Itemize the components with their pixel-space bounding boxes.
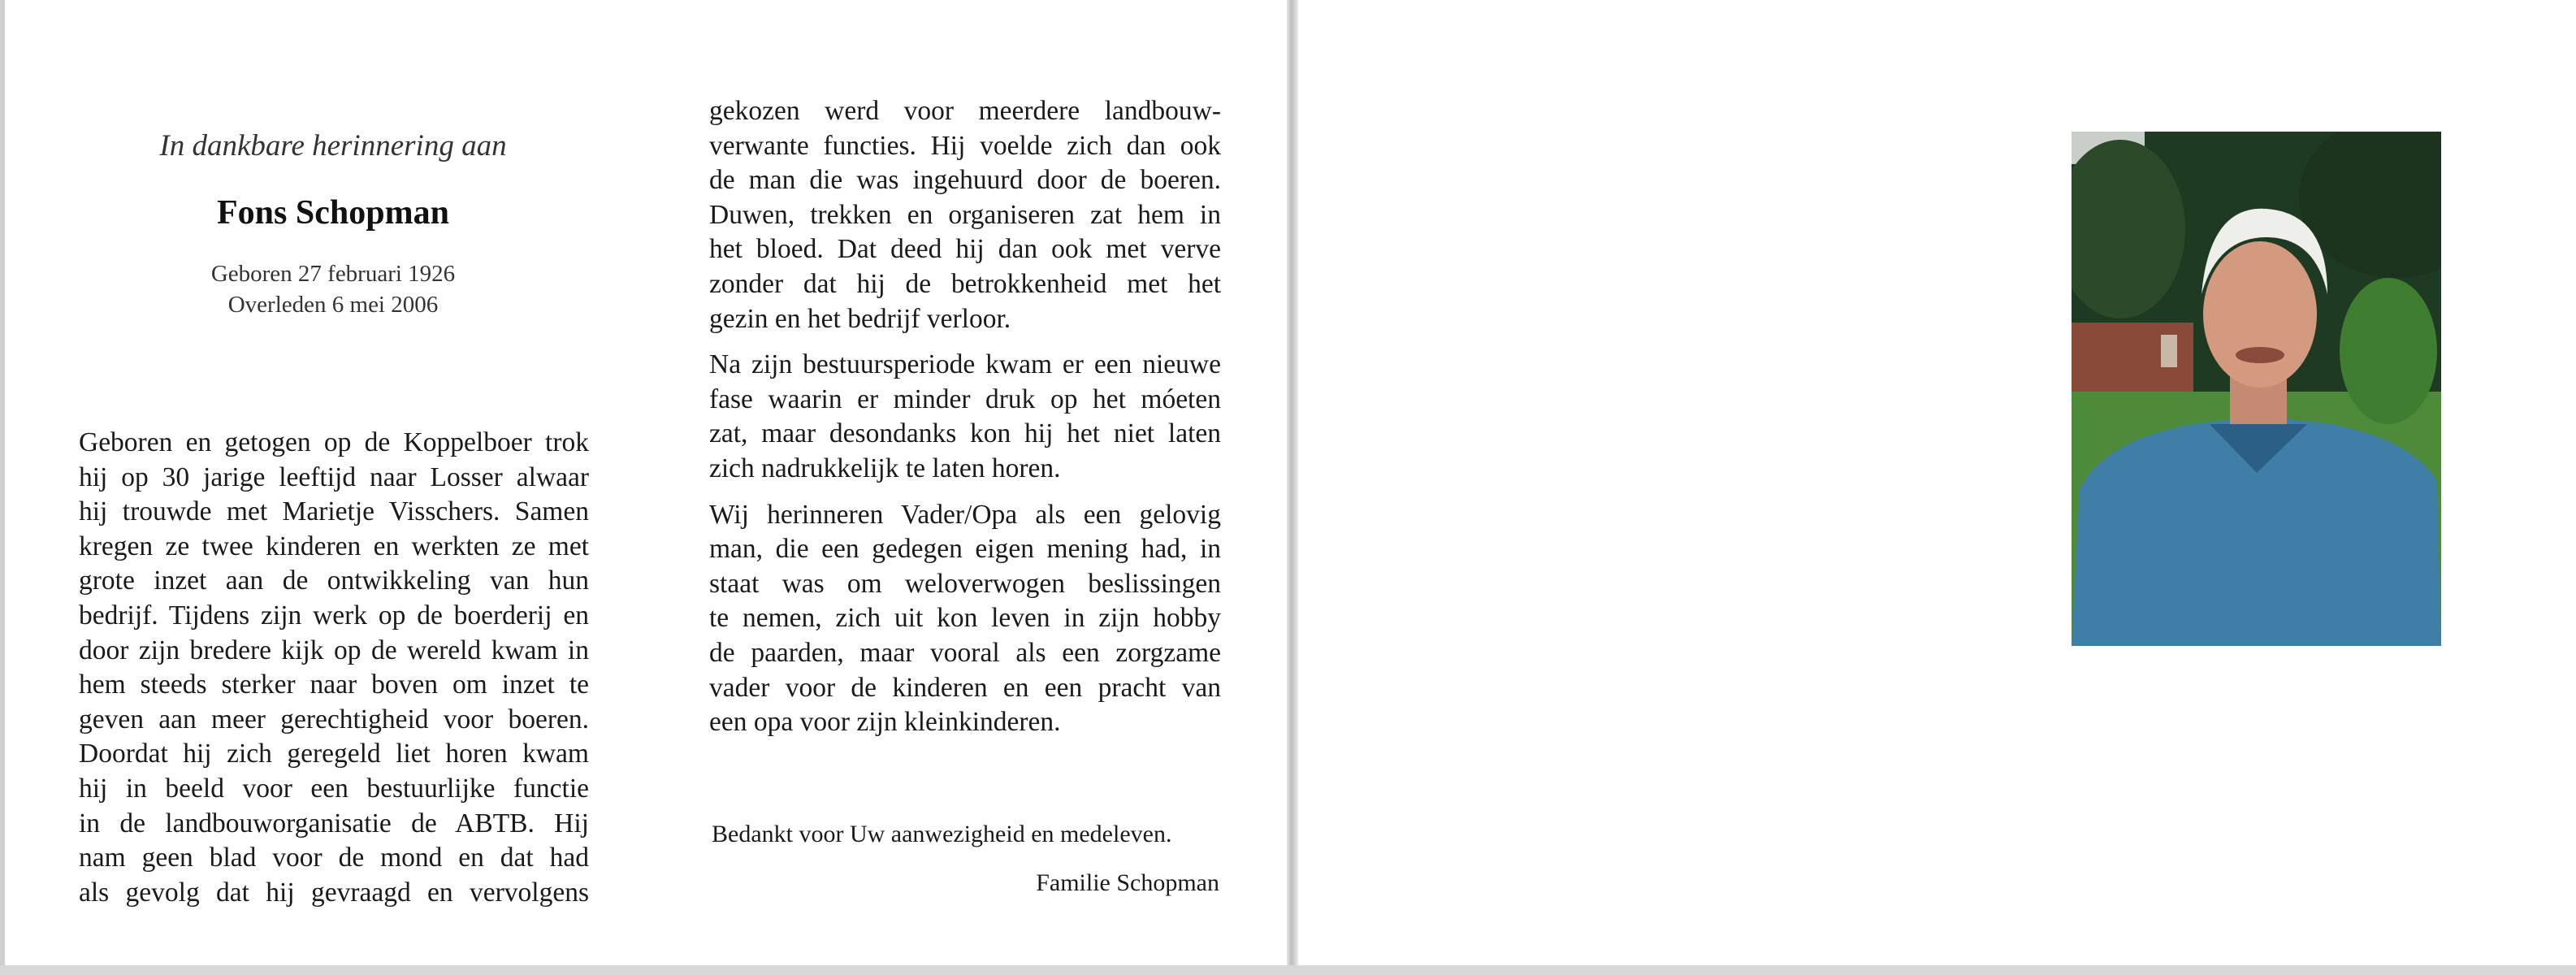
text-line: zich nadrukkelijk te laten horen. (709, 453, 1061, 483)
text-line: door zijn bredere kijk op de wereld kwam in (79, 635, 589, 665)
text-line: nam geen blad voor de mond en dat had (79, 843, 589, 873)
card-left-edge (0, 0, 5, 975)
text-line: Wij herinneren Vader/Opa als een gelovig (709, 499, 1221, 530)
biography-column-1 (79, 426, 589, 921)
text-line: staat was om weloverwogen beslissingen (709, 568, 1221, 599)
text-line: grote inzet aan de ontwikkeling van hun (79, 566, 589, 596)
thanks-text: Bedankt voor Uw aanwezigheid en medeleven. (712, 821, 1172, 847)
family-signature: Familie Schopman (1036, 869, 1219, 896)
text-line: als gevolg dat hij gevraagd en vervolgens (79, 877, 589, 908)
biography-column-2 (709, 94, 1221, 752)
scan-bottom-edge (0, 965, 2576, 975)
text-line: te nemen, zich uit kon leven in zijn hobby (709, 603, 1221, 634)
paragraph (709, 348, 1221, 486)
text-line: zat, maar desondanks kon hij het niet laten (709, 418, 1221, 449)
text-line: hij trouwde met Marietje Visschers. Samen (79, 496, 589, 527)
text-line: zonder dat hij de betrokkenheid met het (709, 268, 1221, 299)
text-line: de paarden, maar vooral als een zorgzame (709, 637, 1221, 668)
paragraph (709, 498, 1221, 740)
intro-heading: In dankbare herinnering aan (159, 129, 507, 162)
text-line: verwante functies. Hij voelde zich dan ook (709, 130, 1221, 161)
text-line: gezin en het bedrijf verloor. (709, 303, 1011, 334)
text-line: man, die een gedegen eigen mening had, in (709, 534, 1221, 565)
deceased-name: Fons Schopman (217, 194, 449, 232)
text-line: de man die was ingehuurd door de boeren. (709, 165, 1221, 196)
text-line: Duwen, trekken en organiseren zat hem in (709, 199, 1221, 230)
text-line: in de landbouworganisatie de ABTB. Hij (79, 808, 589, 838)
text-line: Na zijn bestuursperiode kwam er een nieuwe (709, 349, 1221, 380)
text-line: het bloed. Dat deed hij dan ook met verve (709, 234, 1221, 265)
paragraph (709, 94, 1221, 336)
text-line: fase waarin er minder druk op het móeten (709, 384, 1221, 414)
text-line: bedrijf. Tijdens zijn werk op de boerderij en (79, 600, 589, 630)
text-line: vader voor de kinderen en een pracht van (709, 672, 1221, 703)
text-line: hij op 30 jarige leeftijd naar Losser alwaar (79, 462, 589, 492)
portrait-photo (2072, 132, 2441, 646)
paragraph (79, 426, 589, 910)
death-date: Overleden 6 mei 2006 (227, 292, 439, 318)
text-line: gekozen werd voor meerdere landbouw- (709, 96, 1221, 126)
text-line: Doordat hij zich geregeld liet horen kwam (79, 739, 589, 769)
life-dates (81, 258, 585, 320)
card-fold (1287, 0, 1298, 975)
text-line: geven aan meer gerechtigheid voor boeren. (79, 704, 589, 734)
text-line: kregen ze twee kinderen en werkten ze met (79, 531, 589, 561)
text-line: Geboren en getogen op de Koppelboer trok (79, 427, 589, 457)
text-line: hem steeds sterker naar boven om inzet te (79, 670, 589, 700)
birth-date: Geboren 27 februari 1926 (210, 261, 456, 287)
text-line: een opa voor zijn kleinkinderen. (709, 707, 1061, 738)
text-line: hij in beeld voor een bestuurlijke functie (79, 773, 589, 804)
